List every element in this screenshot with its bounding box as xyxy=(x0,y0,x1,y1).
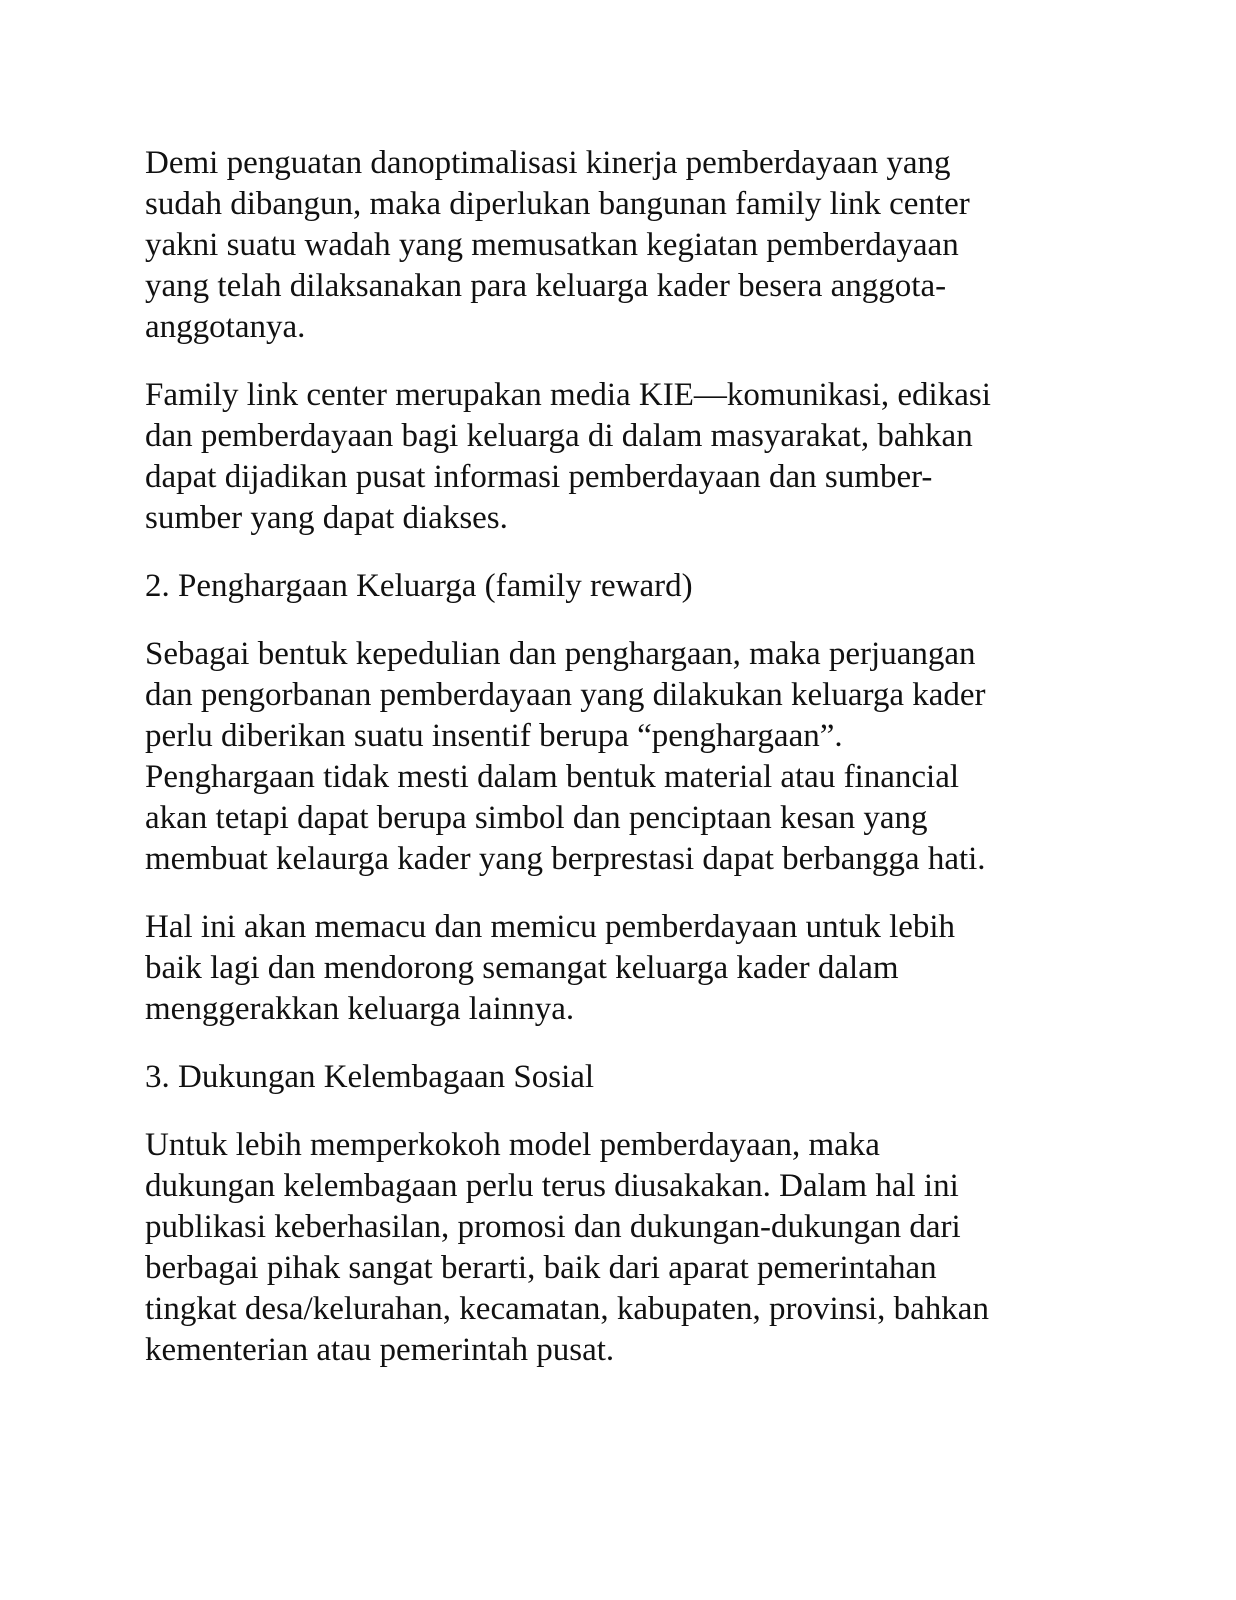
text-line: Family link center merupakan media KIE—komunikasi, edikasi xyxy=(145,377,991,413)
text-line: perlu diberikan suatu insentif berupa “penghargaan”. xyxy=(145,718,843,754)
text-line: baik lagi dan mendorong semangat keluarga kader dalam xyxy=(145,950,899,986)
text-line: Hal ini akan memacu dan memicu pemberdayaan untuk lebih xyxy=(145,909,956,945)
text-line: Penghargaan tidak mesti dalam bentuk material atau financial xyxy=(145,759,960,795)
text-line: Sebagai bentuk kepedulian dan penghargaan, maka perjuangan xyxy=(145,636,976,672)
paragraph-family-link-center-intro xyxy=(145,143,1085,348)
text-line: yakni suatu wadah yang memusatkan kegiatan pemberdayaan xyxy=(145,227,959,263)
text-line: menggerakkan keluarga lainnya. xyxy=(145,991,575,1027)
heading-text: 2. Penghargaan Keluarga (family reward) xyxy=(145,568,693,604)
text-line: membuat kelaurga kader yang berprestasi dapat berbangga hati. xyxy=(145,841,986,877)
section-heading-family-reward xyxy=(145,566,1085,607)
paragraph-motivation xyxy=(145,907,1085,1030)
text-line: dan pengorbanan pemberdayaan yang dilakukan keluarga kader xyxy=(145,677,986,713)
text-line: dukungan kelembagaan perlu terus diusakakan. Dalam hal ini xyxy=(145,1168,959,1204)
text-line: dapat dijadikan pusat informasi pemberdayaan dan sumber- xyxy=(145,459,933,495)
paragraph-family-link-center-kie xyxy=(145,375,1085,539)
text-line: dan pemberdayaan bagi keluarga di dalam masyarakat, bahkan xyxy=(145,418,973,454)
document-body xyxy=(145,143,1085,1371)
text-line: sumber yang dapat diakses. xyxy=(145,500,508,536)
text-line: publikasi keberhasilan, promosi dan dukungan-dukungan dari xyxy=(145,1209,961,1245)
text-line: sudah dibangun, maka diperlukan bangunan family link center xyxy=(145,186,970,222)
text-line: berbagai pihak sangat berarti, baik dari aparat pemerintahan xyxy=(145,1250,937,1286)
paragraph-family-reward xyxy=(145,634,1085,880)
heading-text: 3. Dukungan Kelembagaan Sosial xyxy=(145,1059,595,1095)
text-line: anggotanya. xyxy=(145,309,306,345)
text-line: akan tetapi dapat berupa simbol dan penciptaan kesan yang xyxy=(145,800,928,836)
text-line: Untuk lebih memperkokoh model pemberdayaan, maka xyxy=(145,1127,880,1163)
text-line: tingkat desa/kelurahan, kecamatan, kabupaten, provinsi, bahkan xyxy=(145,1291,989,1327)
text-line: yang telah dilaksanakan para keluarga kader besera anggota- xyxy=(145,268,947,304)
paragraph-institutional-support xyxy=(145,1125,1085,1371)
text-line: Demi penguatan danoptimalisasi kinerja pemberdayaan yang xyxy=(145,145,951,181)
section-heading-institutional-support xyxy=(145,1057,1085,1098)
text-line: kementerian atau pemerintah pusat. xyxy=(145,1332,615,1368)
